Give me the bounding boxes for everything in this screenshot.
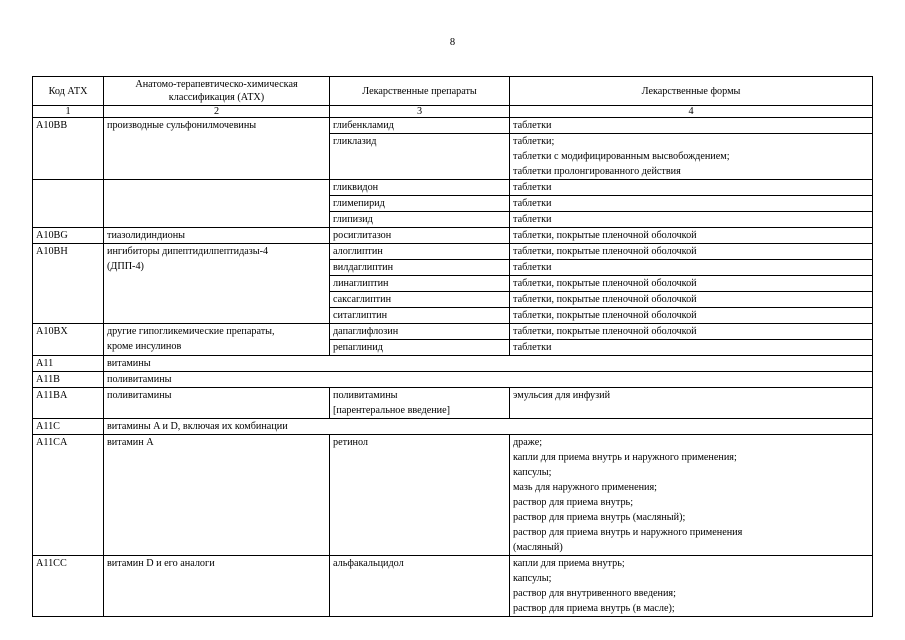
table-row xyxy=(33,324,873,340)
drug-name-cell xyxy=(330,212,510,228)
atx-code-cell: A10BG xyxy=(33,228,104,244)
atx-code-cell: A11CA xyxy=(33,435,104,556)
drug-name-cell xyxy=(330,134,510,180)
atx-classification-cell: витамины A и D, включая их комбинации xyxy=(104,419,873,435)
atx-code-cell: A10BH xyxy=(33,244,104,324)
classification-line: поливитамины xyxy=(107,390,172,401)
table-row xyxy=(33,228,873,244)
atx-code-cell: A10BB xyxy=(33,118,104,180)
dosage-form-line: таблетки с модифицированным высвобождением; xyxy=(513,151,730,162)
column-number: 4 xyxy=(510,106,873,118)
dosage-form-line: капли для приема внутрь и наружного применения; xyxy=(513,452,737,463)
table-row xyxy=(33,118,873,134)
drug-name-line: линаглиптин xyxy=(333,278,389,289)
drug-name-line: алоглиптин xyxy=(333,246,383,257)
dosage-form-line: таблетки, покрытые пленочной оболочкой xyxy=(513,310,697,321)
dosage-forms-cell xyxy=(510,308,873,324)
atx-classification-cell xyxy=(104,118,330,180)
table-row xyxy=(33,244,873,260)
column-header: Лекарственные препараты xyxy=(330,77,510,106)
drug-name-line: глипизид xyxy=(333,214,373,225)
drug-name-cell xyxy=(330,388,510,419)
dosage-form-line: таблетки xyxy=(513,342,552,353)
dosage-forms-cell xyxy=(510,260,873,276)
classification-line: (ДПП-4) xyxy=(107,261,144,272)
column-header: Код АТХ xyxy=(33,77,104,106)
classification-line: производные сульфонилмочевины xyxy=(107,120,257,131)
dosage-form-line: таблетки, покрытые пленочной оболочкой xyxy=(513,326,697,337)
classification-line: ингибиторы дипептидилпептидазы-4 xyxy=(107,246,269,257)
column-header: Анатомо-терапевтическо-химическая классификация (АТХ) xyxy=(104,77,330,106)
atx-code-cell: A11BA xyxy=(33,388,104,419)
dosage-form-line: драже; xyxy=(513,437,543,448)
atx-code-cell xyxy=(33,180,104,228)
drug-name-cell xyxy=(330,340,510,356)
drug-name-line: ситаглиптин xyxy=(333,310,388,321)
atx-classification-cell xyxy=(104,228,330,244)
table-row xyxy=(33,388,873,419)
drug-name-line: росиглитазон xyxy=(333,230,392,241)
atx-code-cell: A11B xyxy=(33,372,104,388)
drug-name-line: глибенкламид xyxy=(333,120,394,131)
dosage-form-line: раствор для приема внутрь (в масле); xyxy=(513,603,675,614)
dosage-form-line: капсулы; xyxy=(513,467,552,478)
dosage-forms-cell xyxy=(510,134,873,180)
dosage-form-line: мазь для наружного применения; xyxy=(513,482,658,493)
drug-name-line: поливитамины xyxy=(333,390,398,401)
atx-classification-cell xyxy=(104,435,330,556)
dosage-forms-cell xyxy=(510,228,873,244)
dosage-form-line: эмульсия для инфузий xyxy=(513,390,611,401)
dosage-forms-cell xyxy=(510,292,873,308)
dosage-form-line: раствор для внутривенного введения; xyxy=(513,588,676,599)
drug-name-cell xyxy=(330,180,510,196)
atx-code-cell: A11 xyxy=(33,356,104,372)
classification-line: витамин A xyxy=(107,437,154,448)
drug-name-cell xyxy=(330,228,510,244)
drug-name-line: альфакальцидол xyxy=(333,558,404,569)
column-number-row xyxy=(33,106,873,118)
drug-name-cell xyxy=(330,244,510,260)
drug-name-line: гликлазид xyxy=(333,136,377,147)
dosage-forms-cell xyxy=(510,435,873,556)
drug-name-line: [парентеральное введение] xyxy=(333,405,451,416)
dosage-forms-cell xyxy=(510,244,873,260)
column-number: 3 xyxy=(330,106,510,118)
dosage-form-line: таблетки, покрытые пленочной оболочкой xyxy=(513,230,697,241)
dosage-forms-cell xyxy=(510,388,873,419)
drug-name-cell xyxy=(330,556,510,617)
atx-classification-cell xyxy=(104,556,330,617)
atx-code-cell: A10BX xyxy=(33,324,104,356)
drug-name-line: репаглинид xyxy=(333,342,383,353)
dosage-form-line: таблетки пролонгированного действия xyxy=(513,166,681,177)
classification-line: другие гипогликемические препараты, xyxy=(107,326,275,337)
column-number: 1 xyxy=(33,106,104,118)
dosage-form-line: таблетки xyxy=(513,120,552,131)
dosage-form-line: таблетки, покрытые пленочной оболочкой xyxy=(513,294,697,305)
drug-name-cell xyxy=(330,292,510,308)
atx-classification-cell xyxy=(104,388,330,419)
drug-name-line: ретинол xyxy=(333,437,369,448)
drug-name-line: гликвидон xyxy=(333,182,379,193)
dosage-form-line: раствор для приема внутрь; xyxy=(513,497,634,508)
dosage-forms-cell xyxy=(510,212,873,228)
table-row xyxy=(33,556,873,617)
dosage-forms-cell xyxy=(510,180,873,196)
dosage-form-line: таблетки xyxy=(513,214,552,225)
drug-name-cell xyxy=(330,324,510,340)
dosage-form-line: таблетки; xyxy=(513,136,555,147)
atx-classification-cell xyxy=(104,244,330,324)
atx-classification-cell: витамины xyxy=(104,356,873,372)
drug-name-line: саксаглиптин xyxy=(333,294,392,305)
dosage-form-line: раствор для приема внутрь (масляный); xyxy=(513,512,686,523)
drug-name-cell xyxy=(330,276,510,292)
drug-name-line: дапаглифлозин xyxy=(333,326,399,337)
column-header: Лекарственные формы xyxy=(510,77,873,106)
dosage-form-line: раствор для приема внутрь и наружного применения xyxy=(513,527,743,538)
dosage-form-line: капсулы; xyxy=(513,573,552,584)
classification-line: тиазолидиндионы xyxy=(107,230,185,241)
table-row xyxy=(33,356,873,372)
dosage-forms-cell xyxy=(510,276,873,292)
page-number: 8 xyxy=(449,37,456,48)
atx-classification-cell: поливитамины xyxy=(104,372,873,388)
classification-line: витамин D и его аналоги xyxy=(107,558,215,569)
dosage-form-line: таблетки, покрытые пленочной оболочкой xyxy=(513,246,697,257)
dosage-forms-cell xyxy=(510,196,873,212)
table-header-row xyxy=(33,77,873,106)
drug-name-cell xyxy=(330,435,510,556)
drug-name-cell xyxy=(330,196,510,212)
dosage-forms-cell xyxy=(510,556,873,617)
atx-classification-cell xyxy=(104,324,330,356)
table-row xyxy=(33,419,873,435)
dosage-forms-cell xyxy=(510,118,873,134)
dosage-form-line: капли для приема внутрь; xyxy=(513,558,625,569)
dosage-forms-cell xyxy=(510,340,873,356)
drug-name-cell xyxy=(330,260,510,276)
dosage-form-line: таблетки xyxy=(513,262,552,273)
atx-code-cell: A11CC xyxy=(33,556,104,617)
table-row xyxy=(33,180,873,196)
atx-table xyxy=(32,76,873,617)
dosage-form-line: таблетки xyxy=(513,198,552,209)
column-number: 2 xyxy=(104,106,330,118)
drug-name-line: вилдаглиптин xyxy=(333,262,394,273)
table-row xyxy=(33,372,873,388)
classification-line: кроме инсулинов xyxy=(107,341,182,352)
atx-code-cell: A11C xyxy=(33,419,104,435)
dosage-form-line: таблетки, покрытые пленочной оболочкой xyxy=(513,278,697,289)
dosage-form-line: (масляный) xyxy=(513,542,563,553)
dosage-form-line: таблетки xyxy=(513,182,552,193)
dosage-forms-cell xyxy=(510,324,873,340)
drug-name-line: глимепирид xyxy=(333,198,385,209)
atx-classification-cell xyxy=(104,180,330,228)
drug-name-cell xyxy=(330,118,510,134)
table-row xyxy=(33,435,873,556)
drug-name-cell xyxy=(330,308,510,324)
